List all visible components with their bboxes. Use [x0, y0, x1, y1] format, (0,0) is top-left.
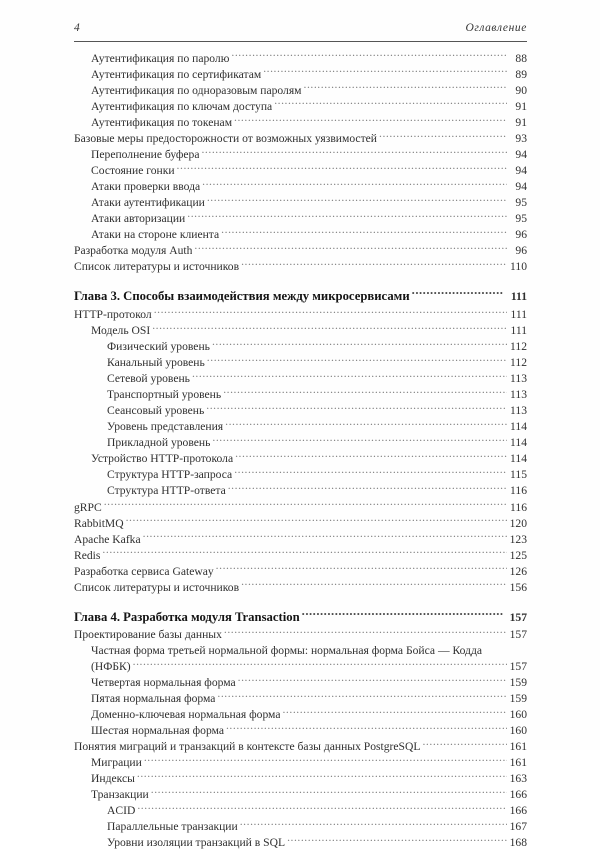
toc-chapter-label: Глава 4. Разработка модуля Transaction	[74, 609, 300, 624]
toc-entry-label: Список литературы и источников	[74, 580, 240, 594]
header-rule	[74, 41, 527, 42]
dot-leader	[143, 531, 507, 543]
toc-page-number: 113	[510, 404, 527, 418]
toc-entry-label: Шестая нормальная форма	[91, 724, 224, 738]
toc-page-number: 166	[509, 804, 527, 818]
toc-page-number: 91	[515, 99, 527, 113]
dot-leader	[226, 723, 507, 735]
toc-page-number: 156	[509, 580, 527, 594]
toc-entry[interactable]	[74, 787, 527, 803]
toc-entry[interactable]	[74, 306, 527, 322]
toc-entry-label: Атаки аутентификации	[91, 196, 205, 210]
toc-page-number: 168	[509, 836, 527, 850]
toc-page-number: 157	[509, 628, 527, 642]
dot-leader	[207, 354, 507, 366]
toc-page-number: 111	[510, 290, 527, 304]
dot-leader	[216, 563, 507, 575]
toc-entry[interactable]	[74, 771, 527, 787]
toc-entry-label: Атаки проверки ввода	[91, 179, 201, 193]
toc-page-number: 111	[510, 307, 527, 321]
toc-page-number: 167	[509, 820, 527, 834]
running-head	[74, 22, 527, 42]
toc-page-number: 112	[510, 340, 527, 354]
toc-entry-label: ACID	[107, 804, 136, 818]
toc-page-number: 123	[509, 532, 527, 546]
toc-entry[interactable]	[74, 451, 527, 467]
toc-entry-label: Разработка модуля Auth	[74, 244, 193, 258]
toc-page-number: 160	[509, 708, 527, 722]
toc-entry[interactable]	[74, 243, 527, 259]
toc-entry-label: Транзакции	[91, 788, 149, 802]
toc-entry[interactable]	[74, 98, 527, 114]
toc-entry-label: Четвертая нормальная форма	[91, 676, 236, 690]
toc-entry-label: Базовые меры предосторожности от возможных уязвимостей	[74, 131, 377, 145]
toc-entry[interactable]	[74, 371, 527, 387]
toc-entry-label: Канальный уровень	[107, 356, 205, 370]
toc-page-number: 95	[515, 196, 527, 210]
toc-entry-label-continued: (НФБК)	[91, 659, 131, 673]
dot-leader	[412, 288, 504, 301]
toc-page-number: 166	[509, 788, 527, 802]
toc-entry-label: Транспортный уровень	[107, 388, 222, 402]
dot-leader	[238, 674, 507, 686]
toc-entry[interactable]	[74, 579, 527, 595]
toc-page-number: 161	[509, 756, 527, 770]
toc-entry[interactable]	[74, 739, 527, 755]
toc-page-number: 126	[509, 564, 527, 578]
dot-leader	[282, 707, 507, 719]
dot-leader	[287, 835, 507, 847]
toc-page-number: 91	[515, 115, 527, 129]
dot-leader	[263, 66, 507, 78]
toc-entry[interactable]	[74, 210, 527, 226]
toc-entry[interactable]	[74, 723, 527, 739]
toc-page-number: 113	[510, 388, 527, 402]
toc-page-number: 88	[515, 51, 527, 65]
toc-entry[interactable]	[74, 419, 527, 435]
dot-leader	[422, 739, 507, 751]
toc-page-number: 114	[510, 420, 527, 434]
dot-leader	[228, 483, 507, 495]
dot-leader	[187, 210, 507, 222]
toc-entry[interactable]	[74, 82, 527, 98]
dot-leader	[137, 803, 507, 815]
toc-entry[interactable]	[74, 627, 527, 643]
toc-entry[interactable]	[74, 803, 527, 819]
toc-entry-label: RabbitMQ	[74, 516, 124, 530]
toc-entry[interactable]	[74, 178, 527, 194]
toc-page-number: 157	[509, 610, 527, 624]
dot-leader	[144, 755, 507, 767]
toc-entry[interactable]	[74, 674, 527, 690]
toc-page-number: 110	[510, 260, 527, 274]
toc-entry[interactable]	[74, 259, 527, 275]
toc-entry[interactable]	[74, 547, 527, 563]
toc-entry-label: Частная форма третьей нормальной формы: нормальная форма Бойса — Кодда	[91, 643, 482, 657]
dot-leader	[133, 658, 507, 670]
toc-entry-label: Apache Kafka	[74, 532, 141, 546]
toc-entry[interactable]	[74, 354, 527, 370]
toc-chapter-entry[interactable]	[74, 608, 527, 626]
toc-entry-label: Сеансовый уровень	[107, 404, 205, 418]
toc-entry[interactable]	[74, 819, 527, 835]
running-head-title: Оглавление	[465, 22, 527, 34]
dot-leader	[201, 146, 507, 158]
dot-leader	[224, 627, 507, 639]
dot-leader	[234, 114, 507, 126]
toc-entry-label: Прикладной уровень	[107, 436, 211, 450]
toc-entry-label: Физический уровень	[107, 340, 210, 354]
toc-entry[interactable]	[74, 162, 527, 178]
toc-chapter-entry[interactable]	[74, 288, 527, 306]
toc-page-number: 163	[509, 772, 527, 786]
toc-entry-label: Уровни изоляции транзакций в SQL	[107, 836, 286, 850]
toc-entry[interactable]	[74, 835, 527, 851]
toc-entry-label: Устройство HTTP-протокола	[91, 452, 234, 466]
dot-leader	[151, 787, 507, 799]
toc-page-number: 96	[515, 228, 527, 242]
dot-leader	[302, 608, 504, 621]
toc-entry[interactable]	[74, 707, 527, 723]
toc-entry-label: Понятия миграций и транзакций в контексте базы данных PostgreSQL	[74, 740, 421, 754]
toc-entry-label: Структура HTTP-запроса	[107, 468, 233, 482]
dot-leader	[304, 82, 508, 94]
page-folio: 4	[74, 22, 80, 34]
toc-entry-label: Структура HTTP-ответа	[107, 484, 226, 498]
dot-leader	[126, 515, 507, 527]
dot-leader	[217, 690, 507, 702]
toc-entry-label: Атаки авторизации	[91, 212, 186, 226]
toc-entry[interactable]	[74, 690, 527, 706]
toc-entry-label: Переполнение буфера	[91, 147, 200, 161]
toc-entry-label: Доменно-ключевая нормальная форма	[91, 708, 281, 722]
toc-entry-label: Аутентификация по сертификатам	[91, 67, 262, 81]
toc-page-number: 94	[515, 179, 527, 193]
toc-page-number: 112	[510, 356, 527, 370]
toc-entry-label: Атаки на стороне клиента	[91, 228, 220, 242]
dot-leader	[235, 451, 507, 463]
toc-entry[interactable]	[74, 643, 527, 675]
toc-entry[interactable]	[74, 66, 527, 82]
table-of-contents	[74, 50, 527, 851]
toc-entry-label: Пятая нормальная форма	[91, 692, 216, 706]
dot-leader	[152, 322, 507, 334]
toc-entry-label: HTTP-протокол	[74, 307, 152, 321]
toc-page-number: 120	[509, 516, 527, 530]
toc-entry-label: Redis	[74, 548, 101, 562]
toc-entry-label: Миграции	[91, 756, 142, 770]
dot-leader	[234, 467, 507, 479]
toc-page-number: 115	[510, 468, 527, 482]
toc-entry-label: Сетевой уровень	[107, 372, 190, 386]
toc-entry[interactable]	[74, 483, 527, 499]
dot-leader	[231, 50, 507, 62]
toc-entry[interactable]	[74, 322, 527, 338]
toc-entry-label: gRPC	[74, 500, 102, 514]
dot-leader	[137, 771, 507, 783]
toc-entry-label: Аутентификация по ключам доступа	[91, 99, 273, 113]
toc-entry[interactable]	[74, 50, 527, 66]
toc-page-number: 114	[510, 436, 527, 450]
dot-leader	[194, 243, 507, 255]
toc-entry-label: Разработка сервиса Gateway	[74, 564, 214, 578]
toc-page-number: 93	[515, 131, 527, 145]
toc-entry[interactable]	[74, 531, 527, 547]
toc-entry[interactable]	[74, 387, 527, 403]
toc-page-number: 96	[515, 244, 527, 258]
dot-leader	[225, 419, 507, 431]
dot-leader	[206, 403, 507, 415]
toc-page-number: 157	[509, 659, 527, 673]
dot-leader	[221, 227, 507, 239]
toc-page-number: 90	[515, 83, 527, 97]
dot-leader	[104, 499, 507, 511]
dot-leader	[207, 194, 507, 206]
toc-page-number: 159	[509, 676, 527, 690]
toc-page-number: 116	[510, 484, 527, 498]
toc-entry-label: Уровень представления	[107, 420, 224, 434]
toc-page-number: 114	[510, 452, 527, 466]
dot-leader	[154, 306, 507, 318]
toc-entry[interactable]	[74, 146, 527, 162]
toc-entry-label: Аутентификация по одноразовым паролям	[91, 83, 302, 97]
toc-entry[interactable]	[74, 755, 527, 771]
toc-entry[interactable]	[74, 194, 527, 210]
dot-leader	[102, 547, 507, 559]
dot-leader	[177, 162, 507, 174]
toc-page-number: 113	[510, 372, 527, 386]
toc-page-number: 89	[515, 67, 527, 81]
toc-entry[interactable]	[74, 130, 527, 146]
toc-entry[interactable]	[74, 563, 527, 579]
dot-leader	[192, 371, 507, 383]
toc-entry-label: Список литературы и источников	[74, 260, 240, 274]
toc-entry-label: Проектирование базы данных	[74, 628, 222, 642]
toc-page-number: 111	[510, 323, 527, 337]
toc-page-number: 95	[515, 212, 527, 226]
toc-entry-label: Состояние гонки	[91, 163, 175, 177]
toc-entry[interactable]	[74, 114, 527, 130]
toc-entry-label: Параллельные транзакции	[107, 820, 238, 834]
toc-page-number: 160	[509, 724, 527, 738]
toc-entry-label: Аутентификация по токенам	[91, 115, 233, 129]
toc-page-number: 94	[515, 147, 527, 161]
dot-leader	[202, 178, 507, 190]
dot-leader	[240, 819, 507, 831]
dot-leader	[223, 387, 507, 399]
toc-entry[interactable]	[74, 435, 527, 451]
toc-page-number: 116	[510, 500, 527, 514]
toc-page-number: 94	[515, 163, 527, 177]
dot-leader	[241, 579, 507, 591]
toc-chapter-label: Глава 3. Способы взаимодействия между микросервисами	[74, 289, 410, 304]
toc-entry-label: Модель OSI	[91, 323, 151, 337]
toc-entry[interactable]	[74, 515, 527, 531]
toc-entry[interactable]	[74, 403, 527, 419]
dot-leader	[212, 435, 507, 447]
toc-entry[interactable]	[74, 467, 527, 483]
toc-entry[interactable]	[74, 499, 527, 515]
toc-entry[interactable]	[74, 227, 527, 243]
dot-leader	[274, 98, 507, 110]
toc-entry-label: Аутентификация по паролю	[91, 51, 230, 65]
dot-leader	[379, 130, 507, 142]
toc-page-number: 159	[509, 692, 527, 706]
toc-entry-label: Индексы	[91, 772, 135, 786]
toc-entry[interactable]	[74, 338, 527, 354]
toc-page-number: 125	[509, 548, 527, 562]
toc-page-number: 161	[509, 740, 527, 754]
dot-leader	[212, 338, 507, 350]
dot-leader	[241, 259, 507, 271]
